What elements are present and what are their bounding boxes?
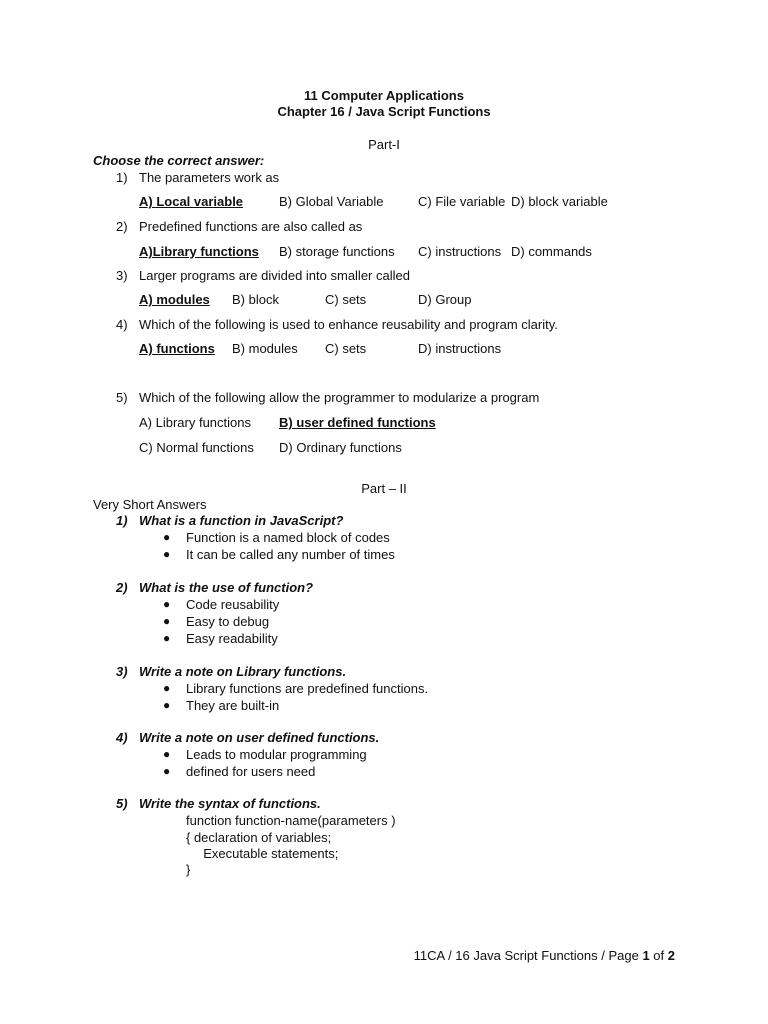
mcq-option: B) storage functions [279,244,395,259]
mcq-option: D) Group [418,292,472,307]
question-number: 3) [116,664,128,679]
bullet-icon: ● [163,631,171,645]
bullet-icon: ● [163,530,171,544]
syntax-line: { declaration of variables; [186,830,332,845]
answer-bullet: It can be called any number of times [186,547,395,562]
mcq-option: C) sets [325,292,367,307]
mcq-option: C) sets [325,341,367,356]
answer-bullet: Function is a named block of codes [186,530,390,545]
question-text: Write a note on Library functions. [139,664,347,679]
syntax-line: } [186,862,191,877]
mcq-option-correct: B) user defined functions [279,415,436,430]
question-number: 2) [116,580,128,595]
mcq-option-correct: A) Local variable [139,194,244,209]
answer-bullet: defined for users need [186,764,316,779]
mcq-option-correct: A) functions [139,341,215,356]
footer-label: 11CA / 16 Java Script Functions / Page [413,948,643,963]
footer-of: of [649,948,668,963]
mcq-option: D) block variable [511,194,608,209]
mcq-option: B) Global Variable [279,194,384,209]
mcq-option: D) commands [511,244,592,259]
mcq-number: 3) [116,268,128,283]
mcq-question: The parameters work as [139,170,280,185]
part1-instruction: Choose the correct answer: [93,153,265,168]
mcq-number: 1) [116,170,128,185]
footer-page-number: 1 [642,948,650,963]
document-chapter-title: Chapter 16 / Java Script Functions [277,104,491,119]
question-text: What is the use of function? [139,580,314,595]
mcq-question: Which of the following allow the programmer to modularize a program [139,390,540,405]
question-text: Write a note on user defined functions. [139,730,380,745]
bullet-icon: ● [163,547,171,561]
bullet-icon: ● [163,614,171,628]
mcq-option: C) instructions [418,244,502,259]
mcq-number: 5) [116,390,128,405]
mcq-number: 2) [116,219,128,234]
footer-page-total: 2 [667,948,675,963]
answer-bullet: Leads to modular programming [186,747,367,762]
bullet-icon: ● [163,764,171,778]
bullet-icon: ● [163,597,171,611]
bullet-icon: ● [163,747,171,761]
question-number: 1) [116,513,128,528]
mcq-option: A) Library functions [139,415,251,430]
mcq-option: B) modules [232,341,298,356]
question-text: Write the syntax of functions. [139,796,321,811]
answer-bullet: They are built-in [186,698,280,713]
mcq-question: Predefined functions are also called as [139,219,363,234]
mcq-option: C) Normal functions [139,440,254,455]
syntax-line: function function-name(parameters ) [186,813,396,828]
part2-title: Part – II [361,481,407,496]
document-course-title: 11 Computer Applications [304,88,464,103]
mcq-option-correct: A) modules [139,292,210,307]
part2-subtitle: Very Short Answers [93,497,207,512]
mcq-option-correct: A)Library functions [139,244,259,259]
part1-title: Part-I [368,137,400,152]
mcq-question: Which of the following is used to enhance reusability and program clarity. [139,317,558,332]
mcq-option: D) instructions [418,341,502,356]
page-footer [414,949,675,962]
mcq-option: C) File variable [418,194,506,209]
bullet-icon: ● [163,698,171,712]
syntax-line: Executable statements; [196,846,339,861]
mcq-option: D) Ordinary functions [279,440,402,455]
answer-bullet: Code reusability [186,597,280,612]
answer-bullet: Easy readability [186,631,278,646]
mcq-question: Larger programs are divided into smaller called [139,268,410,283]
question-number: 5) [116,796,128,811]
mcq-number: 4) [116,317,128,332]
question-number: 4) [116,730,128,745]
answer-bullet: Easy to debug [186,614,270,629]
question-text: What is a function in JavaScript? [139,513,344,528]
mcq-option: B) block [232,292,279,307]
answer-bullet: Library functions are predefined functions. [186,681,429,696]
bullet-icon: ● [163,681,171,695]
